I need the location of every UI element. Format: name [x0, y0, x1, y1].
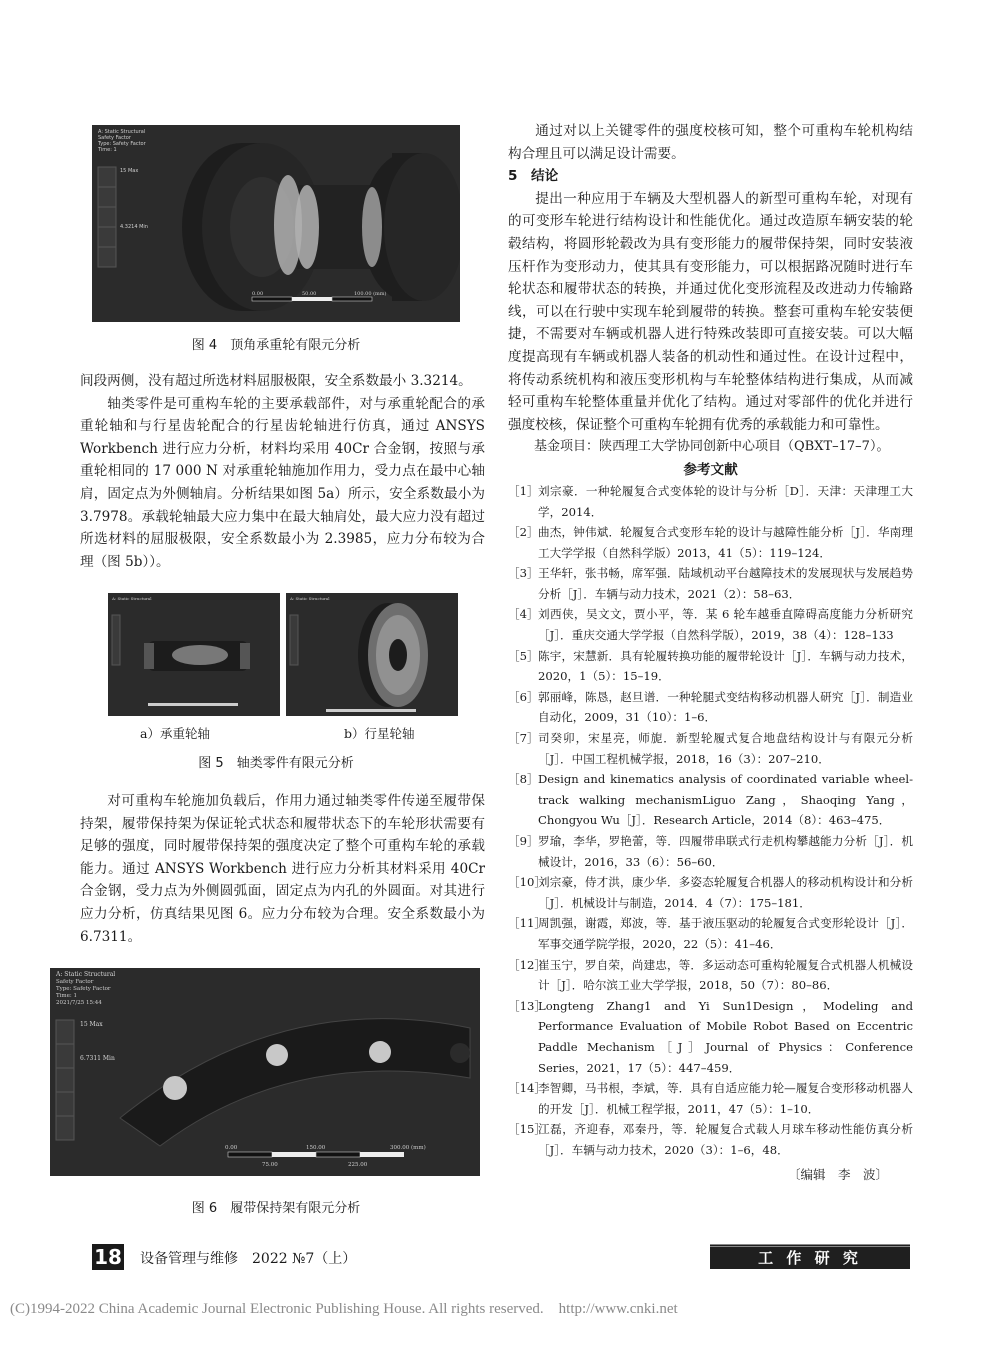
section-tag: 工 作 研 究 — [758, 1249, 862, 1267]
reference-text: 王华轩，张书畅，席军强．陆域机动平台越障技术的发展现状与发展趋势分析［J］．车辆与动力技术，2021（2）：58–63． — [538, 566, 913, 601]
reference-number: ［15］ — [508, 1122, 546, 1137]
figure-4-image — [92, 125, 460, 322]
fig6-header-0: A: Static Structural — [56, 971, 116, 978]
reference-item — [508, 1078, 913, 1119]
svg-text:Safety Factor: Safety Factor — [98, 135, 131, 141]
reference-text: 崔玉宁，罗自荣，尚建忠，等．多运动态可重构轮履复合式机器人机械设计［J］．哈尔滨工业大学学报，2018，50（7）：80–86． — [538, 957, 913, 993]
figure-6-image — [50, 968, 480, 1176]
reference-item — [508, 769, 913, 831]
reference-text: 曲杰，钟伟斌．轮履复合式变形车轮的设计与越障性能分析［J］．华南理工大学学报（自然科学版）2013，41（5）：119–124． — [538, 525, 913, 560]
reference-list — [508, 481, 913, 1161]
reference-text: 司癸卯，宋星亮，师旎．新型轮履式复合地盘结构设计与有限元分析［J］．中国工程机械学报，2018，16（3）：207–210． — [538, 731, 913, 766]
paragraph: 提出一种应用于车辆及大型机器人的新型可重构车轮，对现有的可变形车轮进行结构设计和性能优化。通过改造原车辆安装的轮毂结构，将圆形轮毂改为具有变形能力的履带保持架，同时安装液压杆作为变形动力，使其具有变形能力，可以根据路况随时进行车轮状态和履带状态的转换，并通过优化变形流程及改进动力传输路线，可以在行驶中实现车轮到履带的转换。整套可重构车轮安装便捷，不需要对车辆或机器人进行特殊改装即可直接安装。可以大幅度提高现有车辆或机器人装备的机动性和通过性。在设计过程中，将传动系统机构和液压变形机构与车轮整体结构进行集成，从而减轻可重构车轮整体重量并优化了结构。通过对零部件的优化并进行强度校核，保证整个可重构车轮拥有优秀的承载能力和可靠性。 — [508, 190, 913, 433]
fig6-scale-4: 225.00 — [348, 1162, 368, 1168]
reference-number: ［1］ — [508, 483, 539, 498]
reference-number: ［11］ — [508, 916, 546, 931]
svg-text:A: Static Structural: A: Static Structural — [112, 596, 152, 601]
reference-number: ［4］ — [508, 607, 539, 622]
reference-item — [508, 646, 913, 687]
reference-item — [508, 955, 913, 996]
section-heading: 5 结论 — [508, 168, 559, 185]
fig6-header-2: Type: Safety Factor — [56, 986, 111, 992]
reference-item — [508, 913, 913, 954]
reference-item — [508, 481, 913, 522]
page-number: 18 — [92, 1244, 124, 1270]
figure-5-caption: 图 5 轴类零件有限元分析 — [198, 756, 354, 771]
shaft-render — [108, 593, 280, 716]
left-column-lower — [80, 790, 485, 948]
reference-item — [508, 563, 913, 604]
fig4-scale-0: 0.00 — [252, 291, 264, 297]
paragraph: 通过对以上关键零件的强度校核可知，整个可重构车轮机构结构合理且可以满足设计需要。 — [508, 123, 913, 162]
reference-item — [508, 996, 913, 1078]
reference-number: ［13］ — [508, 998, 546, 1013]
figure-5b-image — [286, 593, 458, 716]
svg-text:A: Static Structural: A: Static Structural — [98, 129, 146, 135]
figure-6-caption: 图 6 履带保持架有限元分析 — [191, 1201, 361, 1216]
fig6-scale-2: 300.00 (mm) — [390, 1145, 426, 1151]
paragraph: 轴类零件是可重构车轮的主要承载部件，对与承重轮配合的承重轮轴和与行星齿轮配合的行星齿轮轴进行仿真，通过 ANSYS Workbench 进行应力分析，材料均采用 40Cr 合金钢，按照与承重轮相同的 17 000 N 对承重轮轴施加作用力，受力点在最中心轴肩，固定点为外侧轴肩。分析结果如图 5a）所示，安全系数最小为 3.7978。承载轮轴最大应力集中在最大轴肩处，最大应力没有超过所选材料的屈服极限，安全系数最小为 2.3985，应力分布较为合理（图 5b））。 — [80, 395, 485, 570]
reference-text: 江磊，齐迎春，邓秦丹，等．轮履复合式载人月球车移动性能仿真分析［J］．车辆与动力技术，2020（3）：1–6，48． — [538, 1122, 913, 1157]
reference-number: ［12］ — [508, 957, 546, 972]
reference-number: ［2］ — [508, 525, 539, 540]
reference-text: 周凯强，谢霞，郑波，等．基于液压驱动的轮履复合式变形轮设计［J］．军事交通学院学报，2020，22（5）：41–46． — [538, 916, 913, 951]
fig4-scale-2: 100.00 (mm) — [354, 291, 387, 297]
fig6-legend-max: 15 Max — [80, 1021, 103, 1028]
reference-number: ［14］ — [508, 1081, 546, 1096]
paragraph: 对可重构车轮施加负载后，作用力通过轴类零件传递至履带保持架，履带保持架为保证轮式状态和履带状态下的车轮形状需要有足够的强度，同时履带保持架的强度决定了整个可重构车轮的承载能力。通过 ANSYS Workbench 进行应力分析其材料采用 40Cr 合金钢，受力点为外侧圆弧面，固定点为内孔的外圆面。对其进行应力分析，仿真结果见图 6。应力分布较为合理。安全系数最小为 6.7311。 — [80, 793, 485, 945]
reference-item — [508, 872, 913, 913]
reference-item — [508, 831, 913, 872]
fig6-header-4: 2021/7/25 15:44 — [56, 1000, 102, 1006]
fund-note: 基金项目：陕西理工大学协同创新中心项目（QBXT–17–7）。 — [534, 439, 890, 455]
reference-number: ［6］ — [508, 689, 539, 704]
paragraph: 间段两侧，没有超过所选材料屈服极限，安全系数最小 3.3214。 — [80, 373, 472, 389]
planet-shaft-render — [286, 593, 458, 716]
fig6-header-3: Time: 1 — [56, 993, 77, 999]
fig6-header-1: Safety Factor — [56, 979, 94, 985]
section-tag-bar — [710, 1244, 910, 1269]
reference-number: ［10］ — [508, 875, 546, 890]
fig6-scale-0: 0.00 — [225, 1145, 238, 1151]
fig6-legend-min: 6.7311 Min — [80, 1055, 115, 1062]
reference-text: 罗瑜，李华，罗艳蕾，等．四履带串联式行走机构攀越能力分析［J］．机械设计，2016，33（6）：56–60． — [538, 834, 913, 869]
copyright-line: (C)1994-2022 China Academic Journal Electronic Publishing House. All rights reserved. http://www.cnki.net — [10, 1301, 678, 1317]
reference-number: ［9］ — [508, 834, 539, 848]
reference-item — [508, 604, 913, 645]
editor-note: 〔编辑 李 波〕 — [787, 1166, 888, 1182]
left-column — [80, 370, 485, 573]
svg-text:Time: 1: Time: 1 — [98, 147, 117, 153]
right-column — [508, 120, 913, 1183]
figure-4-caption: 图 4 顶角承重轮有限元分析 — [191, 338, 361, 353]
reference-text: Longteng Zhang1 and Yi Sun1Design，Modeling and Performance Evaluation of Mobile Robot Based on Eccentric Paddle Mechanism［J］Journal of Physics：Conference Series，2021，17（5）：447–459． — [538, 998, 913, 1075]
reference-text: 陈宇，宋慧新．具有轮履转换功能的履带轮设计［J］．车辆与动力技术，2020，1（5）：15–19． — [538, 648, 913, 684]
figure-5b-subcaption: b）行星轮轴 — [344, 726, 415, 741]
reference-text: 刘西侠，吴文文，贾小平，等．某 6 轮车越垂直障碍高度能力分析研究［J］．重庆交通大学学报（自然科学版），2019，38（4）：128–133 — [538, 607, 913, 643]
roller-wheel-render — [92, 125, 460, 322]
figure-5a-image — [108, 593, 280, 716]
reference-number: ［3］ — [508, 566, 539, 581]
journal-title: 设备管理与维修 2022 №7（上） — [140, 1251, 357, 1267]
references-title: 参考文献 — [683, 461, 738, 478]
svg-text:A: Static Structural: A: Static Structural — [290, 596, 330, 601]
fig4-legend-min: 4.3214 Min — [120, 224, 148, 230]
reference-text: 郭丽峰，陈恳，赵旦谱．一种轮腿式变结构移动机器人研究［J］．制造业自动化，2009，31（10）：1–6． — [538, 689, 913, 725]
reference-item — [508, 1119, 913, 1160]
reference-number: ［8］ — [508, 772, 539, 787]
reference-text: 李智卿，马书根，李斌，等．具有自适应能力轮—履复合变形移动机器人的开发［J］．机械工程学报，2011，47（5）：1–10． — [538, 1081, 913, 1116]
svg-text:Type: Safety Factor: Type: Safety Factor — [98, 141, 146, 147]
reference-text: 刘宗豪．一种轮履复合式变体轮的设计与分析［D］．天津：天津理工大学，2014． — [538, 483, 913, 519]
reference-number: ［7］ — [508, 731, 539, 746]
fig6-scale-3: 75.00 — [262, 1162, 278, 1168]
reference-item — [508, 522, 913, 563]
fig4-legend-max: 15 Max — [120, 168, 139, 174]
reference-item — [508, 687, 913, 728]
track-retainer-render — [50, 968, 480, 1176]
fig4-scale-1: 50.00 — [302, 291, 317, 297]
reference-number: ［5］ — [508, 648, 539, 663]
reference-text: Design and kinematics analysis of coordinated variable wheel-track walking mechanismLiguo Zang，Shaoqing Yang，Chongyou Wu［J］．Research Article，2014（8）：463–475． — [538, 772, 913, 828]
fig6-scale-1: 150.00 — [306, 1145, 326, 1151]
reference-text: 刘宗豪，侍才洪，康少华．多姿态轮履复合机器人的移动机构设计和分析［J］．机械设计与制造，2014．4（7）：175–181． — [538, 875, 913, 910]
figure-5a-subcaption: a）承重轮轴 — [140, 726, 210, 741]
reference-item — [508, 728, 913, 769]
